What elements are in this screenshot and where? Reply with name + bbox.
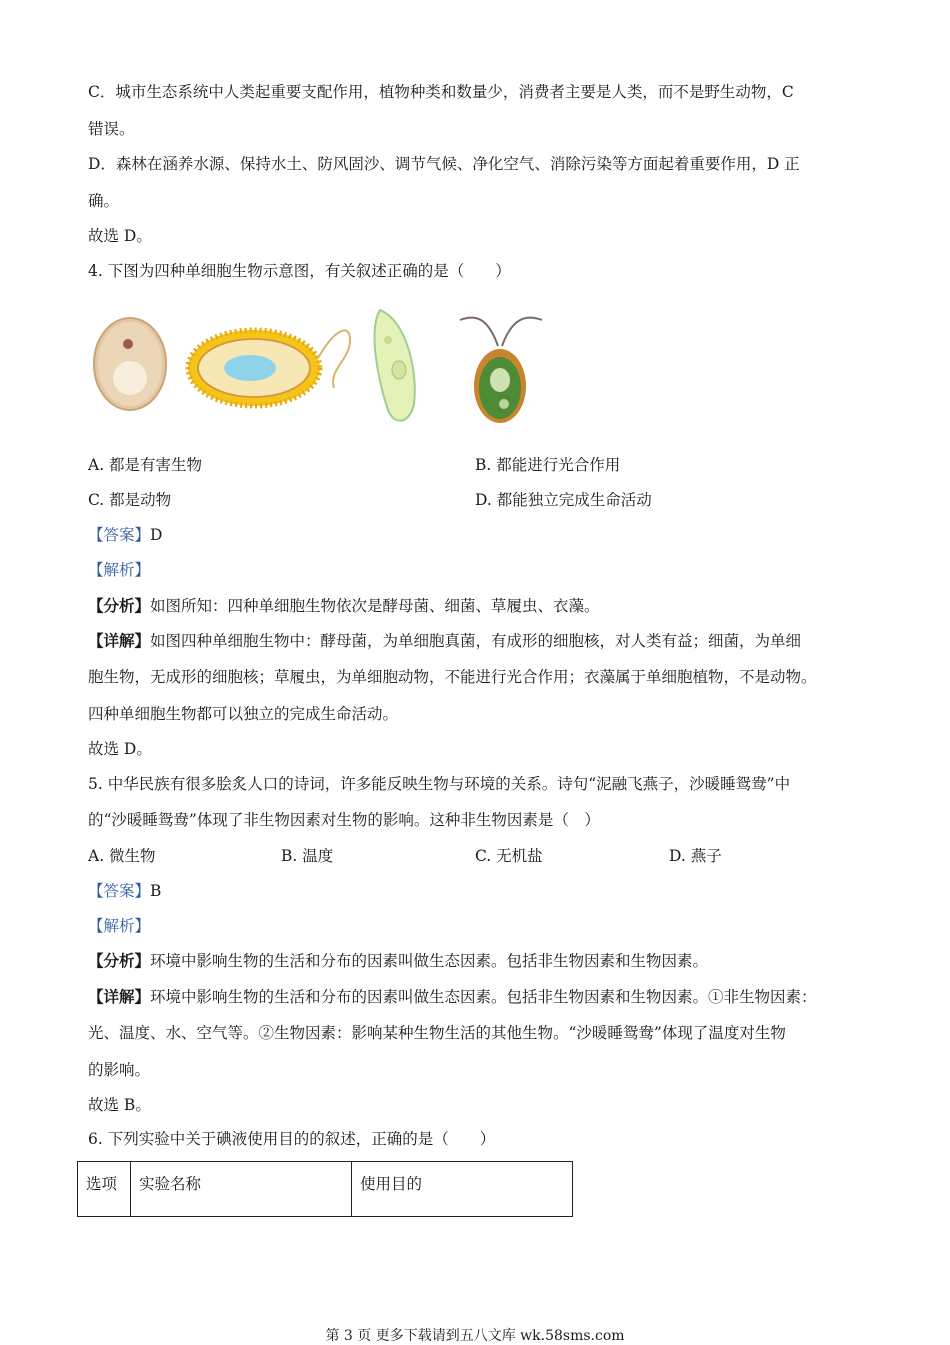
table-header-row: [78, 1162, 573, 1217]
q6-stem: 6. 下列实验中关于碘液使用目的的叙述，正确的是（ ）: [88, 1130, 496, 1148]
answer-tag: 【答案】: [88, 526, 151, 544]
q3-option-c-explanation: C．城市生态系统中人类起重要支配作用，植物种类和数量少，消费者主要是人类，而不是野生动物，C: [88, 83, 794, 101]
q5-option-a: A. 微生物: [88, 847, 156, 865]
q4-option-a: A. 都是有害生物: [88, 456, 203, 474]
q4-stem: 4. 下图为四种单细胞生物示意图，有关叙述正确的是（ ）: [88, 262, 511, 280]
q5-stem-1: 5. 中华民族有很多脍炙人口的诗词，许多能反映生物与环境的关系。诗句“泥融飞燕子，沙暖睡鸳鸯”中: [88, 775, 791, 793]
table-header-cell: 使用目的: [352, 1162, 573, 1217]
q3-option-d-explanation-cont: 确。: [88, 192, 120, 210]
bacterium-cell-image: [188, 330, 350, 406]
xiangjie-tag: 【详解】: [88, 987, 151, 1006]
q5-option-c: C. 无机盐: [475, 847, 543, 865]
q5-option-d: D. 燕子: [669, 847, 722, 865]
q5-stem-2: 的“沙暖睡鸳鸯”体现了非生物因素对生物的影响。这种非生物因素是（ ）: [88, 811, 600, 829]
q6-experiment-table: [77, 1161, 573, 1217]
q4-fenxi-line: [88, 596, 600, 616]
q5-answer-line: [88, 881, 161, 901]
q5-xiangjie-text: 环境中影响生物的生活和分布的因素叫做生态因素。包括非生物因素和生物因素。①非生物因素：: [150, 988, 817, 1006]
page-footer: 第 3 页 更多下载请到五八文库 wk.58sms.com: [325, 1328, 625, 1344]
xiangjie-tag: 【详解】: [88, 631, 151, 650]
q4-option-d: D. 都能独立完成生命活动: [475, 491, 652, 509]
fenxi-tag: 【分析】: [88, 596, 151, 615]
table-header-cell: 实验名称: [131, 1162, 352, 1217]
paramecium-cell-image: [375, 310, 415, 421]
answer-tag: 【答案】: [88, 882, 151, 900]
q5-answer: B: [150, 882, 162, 900]
q4-fenxi-text: 如图所知：四种单细胞生物依次是酵母菌、细菌、草履虫、衣藻。: [150, 597, 600, 615]
q4-xiangjie-line: [88, 631, 801, 651]
q4-xiangjie-text-2: 胞生物，无成形的细胞核；草履虫，为单细胞动物，不能进行光合作用；衣藻属于单细胞植物，不是动物。: [88, 668, 817, 686]
table-header-cell: 选项: [78, 1162, 131, 1217]
q5-analysis-tag: 【解析】: [88, 917, 151, 935]
q3-conclusion: 故选 D。: [88, 227, 152, 245]
q3-option-d-explanation: D．森林在涵养水源、保持水土、防风固沙、调节气候、净化空气、消除污染等方面起着重要作用，D 正: [88, 155, 800, 173]
q5-option-b: B. 温度: [281, 847, 334, 865]
q5-xiangjie-text-2: 光、温度、水、空气等。②生物因素：影响某种生物生活的其他生物。“沙暖睡鸳鸯”体现了温度对生物: [88, 1024, 786, 1042]
q5-xiangjie-line: [88, 987, 817, 1007]
q5-xiangjie-text-3: 的影响。: [88, 1061, 151, 1079]
chlamydomonas-cell-image: [460, 318, 542, 423]
q5-conclusion: 故选 B。: [88, 1096, 151, 1114]
yeast-cell-image: [94, 318, 166, 410]
q5-fenxi-line: [88, 951, 708, 971]
q4-conclusion: 故选 D。: [88, 740, 152, 758]
q4-xiangjie-text: 如图四种单细胞生物中：酵母菌，为单细胞真菌，有成形的细胞核，对人类有益；细菌，为单细: [150, 632, 802, 650]
q4-answer: D: [150, 526, 163, 544]
q4-answer-line: [88, 525, 162, 545]
single-cell-organisms-figure: [88, 300, 568, 432]
q4-xiangjie-text-3: 四种单细胞生物都可以独立的完成生命活动。: [88, 705, 399, 723]
q4-option-c: C. 都是动物: [88, 491, 172, 509]
fenxi-tag: 【分析】: [88, 951, 151, 970]
q5-fenxi-text: 环境中影响生物的生活和分布的因素叫做生态因素。包括非生物因素和生物因素。: [150, 952, 709, 970]
q4-option-b: B. 都能进行光合作用: [475, 456, 621, 474]
q4-analysis-tag: 【解析】: [88, 561, 151, 579]
q3-option-c-explanation-cont: 错误。: [88, 120, 135, 138]
